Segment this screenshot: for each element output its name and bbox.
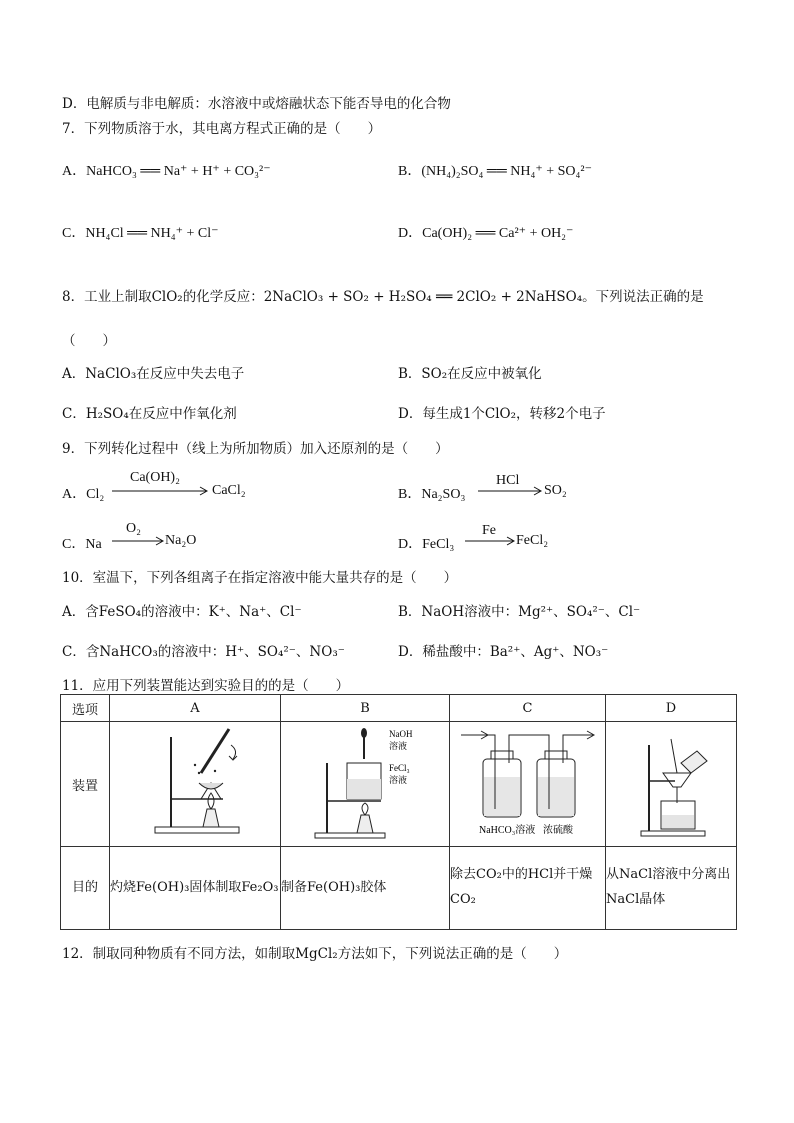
- apparatus-table: [60, 694, 737, 930]
- question-12: 12．制取同种物质有不同方法，如制取MgCl₂方法如下，下列说法正确的是（ ）: [62, 946, 568, 962]
- crucible-heating-apparatus-icon: [115, 723, 275, 841]
- q10-option-d: D．稀盐酸中：Ba²⁺、Ag⁺、NO₃⁻: [398, 644, 609, 660]
- q9c-arrow-icon: [112, 535, 166, 547]
- q9d-reactant: D．FeCl₃: [398, 537, 455, 552]
- device-row-label: 装置: [61, 722, 110, 847]
- aim-c: 除去CO₂中的HCl并干燥CO₂: [450, 847, 606, 930]
- q9a-arrow-icon: [112, 485, 212, 497]
- q9c-reactant: C．Na: [62, 537, 102, 552]
- q9b-reagent: HCl: [496, 473, 520, 488]
- question-9: 9．下列转化过程中（线上为所加物质）加入还原剂的是（ ）: [62, 441, 449, 457]
- device-a-cell: [110, 722, 281, 847]
- option-d-line: D．电解质与非电解质：水溶液中或熔融状态下能否导电的化合物: [62, 96, 451, 112]
- q7-option-d: D．Ca(OH)₂ ══ Ca²⁺ + OH₂⁻: [398, 226, 574, 241]
- q7-option-b: B．(NH₄)₂SO₄ ══ NH₄⁺ + SO₄²⁻: [398, 164, 593, 179]
- q9d-reagent: Fe: [482, 523, 496, 538]
- question-11: 11．应用下列装置能达到实验目的的是（ ）: [62, 678, 350, 694]
- b-label-fecl3: FeCl₃: [389, 763, 410, 773]
- device-d-cell: [606, 722, 737, 847]
- q7-option-c: C．NH₄Cl ══ NH₄⁺ + Cl⁻: [62, 226, 219, 241]
- b-label-solution-2: 溶液: [389, 775, 408, 785]
- gas-washing-bottles-icon: [453, 723, 603, 841]
- q9a-reagent: Ca(OH)₂: [130, 470, 180, 485]
- b-label-naoh: NaOH: [389, 729, 413, 739]
- q8-option-c: C．H₂SO₄在反应中作氧化剂: [62, 406, 237, 422]
- q10-option-c: C．含NaHCO₃的溶液中：H⁺、SO₄²⁻、NO₃⁻: [62, 644, 345, 660]
- filtration-apparatus-icon: [611, 723, 731, 841]
- q8-option-b: B．SO₂在反应中被氧化: [398, 366, 542, 382]
- q9c-product: Na₂O: [165, 533, 197, 548]
- aim-row-label: 目的: [61, 847, 110, 930]
- q8-option-d: D．每生成1个ClO₂，转移2个电子: [398, 406, 606, 422]
- question-10: 10．室温下，下列各组离子在指定溶液中能大量共存的是（ ）: [62, 570, 458, 586]
- c-label-h2so4: 浓硫酸: [542, 825, 573, 836]
- q8-option-a: A．NaClO₃在反应中失去电子: [62, 366, 245, 382]
- question-7: 7．下列物质溶于水，其电离方程式正确的是（ ）: [62, 121, 382, 137]
- aim-d: 从NaCl溶液中分离出NaCl晶体: [606, 847, 737, 930]
- b-label-solution-1: 溶液: [389, 741, 408, 751]
- device-b-cell: [281, 722, 450, 847]
- question-8: 8．工业上制取ClO₂的化学反应：2NaClO₃ + SO₂ + H₂SO₄ ══ 2ClO₂ + 2NaHSO₄。下列说法正确的是: [62, 289, 704, 305]
- q9b-product: SO₂: [544, 483, 567, 498]
- device-c-cell: [450, 722, 606, 847]
- aim-a: 灼烧Fe(OH)₃固体制取Fe₂O₃: [110, 847, 281, 930]
- q9c-reagent: O₂: [126, 521, 141, 536]
- q9b-reactant: B．Na₂SO₃: [398, 487, 466, 502]
- q9d-product: FeCl₂: [516, 533, 549, 548]
- q10-option-a: A．含FeSO₄的溶液中：K⁺、Na⁺、Cl⁻: [62, 604, 302, 620]
- aim-b: 制备Fe(OH)₃胶体: [281, 847, 450, 930]
- q10-option-b: B．NaOH溶液中：Mg²⁺、SO₄²⁻、Cl⁻: [398, 604, 641, 620]
- table-header-label: 选项: [61, 695, 110, 722]
- column-b-header: B: [281, 695, 450, 722]
- c-label-nahco3: NaHCO₃溶液: [478, 825, 535, 836]
- q9d-arrow-icon: [465, 535, 517, 547]
- colloid-preparation-apparatus-icon: [285, 723, 445, 841]
- q9a-reactant: A．Cl₂: [62, 487, 105, 502]
- column-c-header: C: [450, 695, 606, 722]
- column-d-header: D: [606, 695, 737, 722]
- q9a-product: CaCl₂: [212, 483, 246, 498]
- q7-option-a: A．NaHCO₃ ══ Na⁺ + H⁺ + CO₃²⁻: [62, 164, 271, 179]
- q9b-arrow-icon: [478, 485, 544, 497]
- column-a-header: A: [110, 695, 281, 722]
- q8-paren: （ ）: [62, 333, 116, 349]
